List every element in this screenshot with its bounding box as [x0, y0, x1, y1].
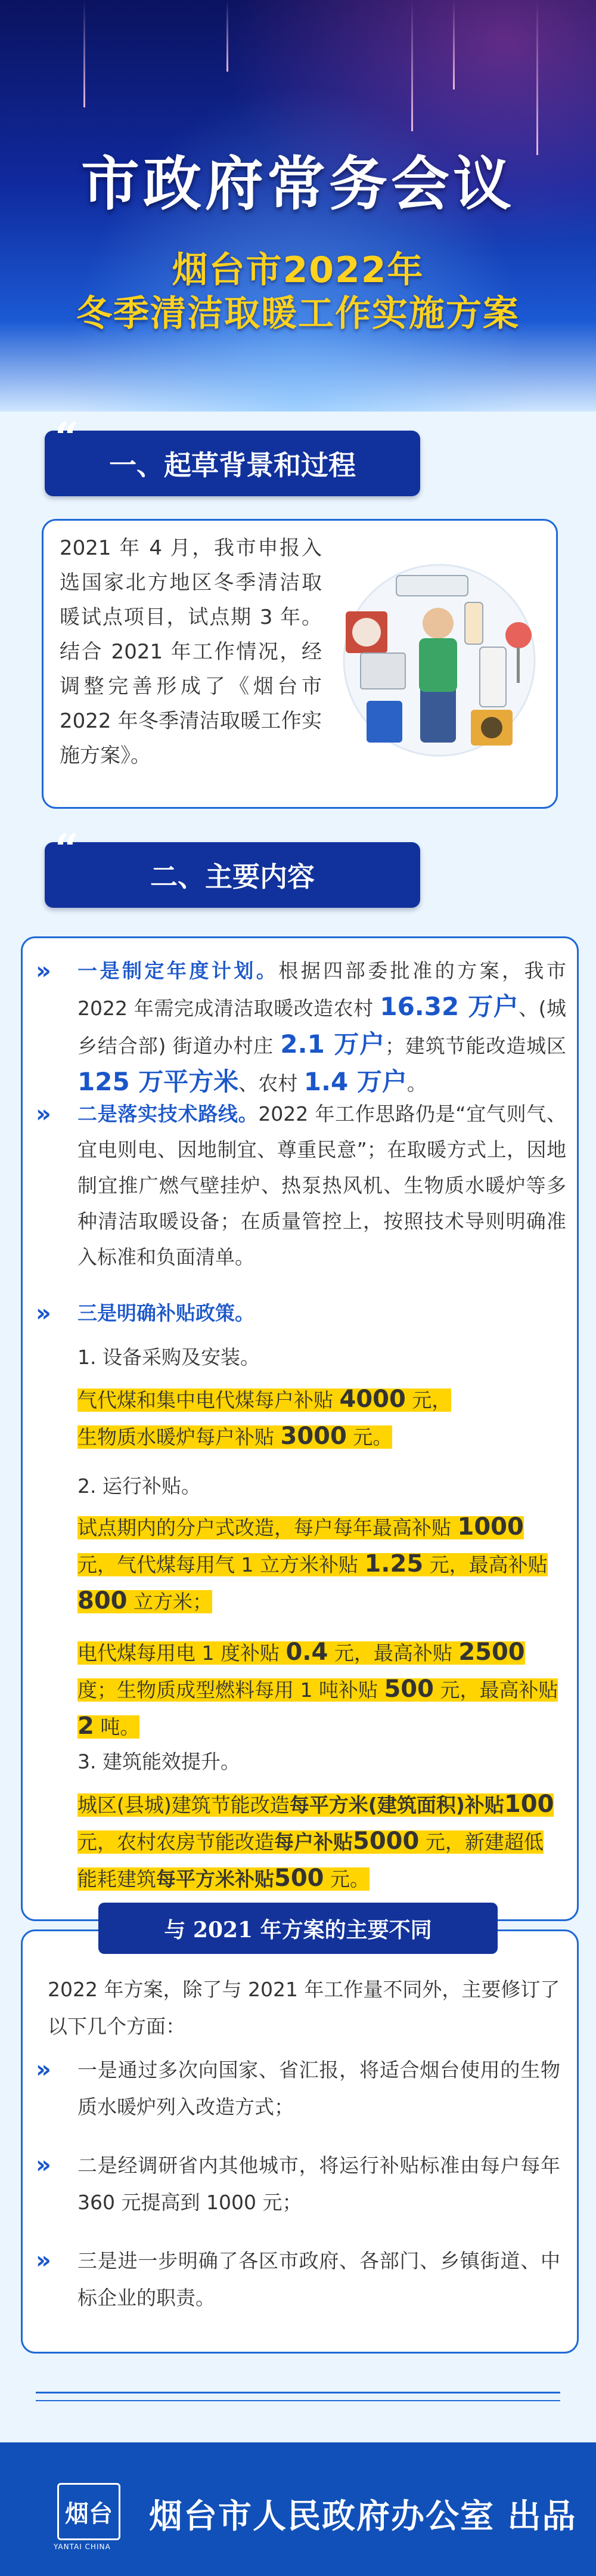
subsidy-highlight: [77, 1786, 560, 1897]
air-conditioner-icon: [396, 576, 468, 596]
stat-value: 100: [504, 1790, 554, 1818]
boiler-icon: [367, 701, 402, 743]
stat-value: 2: [77, 1712, 94, 1740]
hl-text: 元。: [346, 1425, 393, 1449]
light-beam: [411, 0, 413, 131]
hl-text-bold: 每平方米(建筑面积)补贴: [289, 1793, 504, 1817]
difference-point: 三是进一步明确了各区市政府、各部门、乡镇街道、中标企业的职责。: [77, 2249, 560, 2309]
hl-text: 电代煤每用电 1 度补贴: [77, 1641, 286, 1665]
item-text: [77, 953, 566, 1102]
publisher-text: 烟台市人民政府办公室 出品: [149, 2497, 577, 2536]
logo-text: 烟台: [65, 2500, 113, 2528]
difference-intro: 2022 年方案，除了与 2021 年工作量不同外，主要修订了以下几个方面：: [48, 1978, 560, 2038]
item-text-part: 。: [406, 1072, 427, 1095]
hl-text: 元。: [324, 1867, 370, 1891]
stat-value: 3000: [280, 1422, 347, 1450]
item-lead: 二是落实技术路线。: [77, 1102, 259, 1125]
hl-text: 度；生物质成型燃料每用 1 吨补贴: [77, 1678, 384, 1702]
stat-value: 500: [274, 1864, 324, 1892]
hl-text: 元，最高补贴: [423, 1553, 548, 1576]
chevron-right-icon: »: [36, 1300, 51, 1327]
stat-value: 2500: [458, 1638, 525, 1666]
sub-heading: 3. 建筑能效提升。: [77, 1750, 240, 1773]
difference-title-text: 与 2021 年方案的主要不同: [164, 1917, 432, 1943]
chevron-right-icon: »: [36, 2151, 51, 2179]
stat-value: 800: [77, 1587, 128, 1615]
subsidy-highlight: [77, 1509, 560, 1620]
water-heater-icon: [465, 602, 483, 644]
sub-heading: 1. 设备采购及安装。: [77, 1346, 260, 1369]
stat-value: 16.32 万户: [380, 992, 519, 1021]
subsidy-highlight: [77, 1381, 560, 1455]
list-item: [36, 2147, 560, 2221]
item-text-part: 、(城乡结合部) 街道办村庄: [77, 997, 566, 1057]
hl-text: 立方米；: [127, 1590, 212, 1613]
section-title: 一、起草背景和过程: [109, 449, 356, 481]
list-item: [36, 1096, 572, 1275]
difference-point: 一是通过多次向国家、省汇报，将适合烟台使用的生物质水暖炉列入改造方式；: [77, 2058, 560, 2119]
hl-text: 元，气代煤每用气 1 立方米补贴: [77, 1553, 365, 1576]
section-tab-background: [45, 431, 420, 496]
light-beam: [83, 0, 85, 107]
electric-heater-icon: [480, 647, 506, 707]
hl-text: 元，最高补贴: [433, 1678, 558, 1702]
list-item: [36, 953, 572, 1102]
page-subtitle-line2: 冬季清洁取暖工作实施方案: [76, 293, 520, 335]
hl-text-bold: 每户补贴: [274, 1830, 353, 1854]
sub-heading: 2. 运行补贴。: [77, 1474, 201, 1498]
radiator-icon: [361, 653, 405, 689]
hl-text: 城区(县城)建筑节能改造: [77, 1793, 290, 1817]
chevron-right-icon: »: [36, 2056, 51, 2083]
hl-text: 气代煤和集中电代煤每户补贴: [77, 1388, 340, 1412]
stat-value: 5000: [353, 1827, 420, 1855]
stat-value: 2.1 万户: [280, 1029, 386, 1059]
stat-value: 0.4: [285, 1638, 328, 1666]
list-item: [36, 2052, 560, 2126]
stat-value: 1.25: [364, 1550, 424, 1578]
fan-icon: [505, 622, 532, 648]
light-beam: [536, 0, 538, 155]
intro-text: 2021 年 4 月，我市申报入选国家北方地区冬季清洁取暖试点项目，试点期 3 年。结合 2021 年工作情况，经调整完善形成了《烟台市 2022 年冬季清洁取暖工作实施方案》。: [60, 536, 322, 768]
light-beam: [226, 0, 228, 72]
hl-text-bold: 每平方米补贴: [156, 1867, 274, 1891]
chevron-right-icon: »: [36, 1100, 51, 1128]
stat-value: 4000: [339, 1386, 406, 1413]
header-banner: [0, 0, 596, 412]
difference-title: [98, 1903, 498, 1954]
page-title: 市政府常务会议: [80, 150, 515, 218]
footer: [0, 2442, 596, 2576]
item-text-part: ；建筑节能改造城区: [385, 1034, 567, 1057]
chevron-right-icon: »: [36, 2247, 51, 2274]
hl-text: 元，: [405, 1388, 452, 1412]
quote-icon: “: [55, 413, 79, 462]
divider: [36, 2392, 560, 2393]
item-text-part: 根据四部委批准的方案，我市 2022 年需完成清洁取暖改造农村: [77, 959, 567, 1020]
stat-value: 1.4 万户: [303, 1067, 407, 1096]
stat-value: 500: [384, 1675, 434, 1703]
hl-text: 元，新建超低能耗建筑: [77, 1830, 544, 1891]
heating-devices-illustration: [337, 558, 542, 763]
item-lead: 一是制定年度计划。: [77, 959, 279, 982]
section-tab-background: [45, 842, 420, 908]
hl-text: 吨。: [94, 1715, 140, 1739]
difference-point: 二是经调研省内其他城市，将运行补贴标准由每户每年 360 元提高到 1000 元；: [77, 2154, 560, 2214]
stat-value: 1000: [457, 1513, 524, 1541]
hl-text: 元，农村农房节能改造: [77, 1830, 274, 1854]
item-text-part: 2022 年工作思路仍是“宜气则气、宜电则电、因地制宜、尊重民意”；在取暖方式上，因地制宜推广燃气壁挂炉、热泵热风机、生物质水暖炉等多种清洁取暖设备；在质量管控上，按照技术导则明确准入标准和负面清单。: [77, 1102, 566, 1269]
list-item: [36, 2243, 560, 2317]
section-title: 二、主要内容: [150, 861, 315, 893]
logo-subtext: YANTAI CHINA: [54, 2543, 111, 2551]
subsidy-highlight: [77, 1634, 560, 1745]
hl-text: 生物质水暖炉每户补贴: [77, 1425, 281, 1449]
light-beam: [453, 0, 455, 89]
hl-text: 元，最高补贴: [328, 1641, 459, 1665]
page-subtitle-line1: 烟台市2022年: [172, 249, 424, 291]
item-text: [77, 1096, 566, 1275]
item-text-part: 、农村: [238, 1072, 304, 1095]
list-item: [36, 1295, 572, 1331]
chevron-right-icon: »: [36, 957, 51, 985]
stat-value: 125 万平方米: [77, 1067, 239, 1096]
item-lead: 三是明确补贴政策。: [77, 1301, 254, 1325]
quote-icon: “: [55, 824, 79, 874]
hl-text: 试点期内的分户式改造，每户每年最高补贴: [77, 1516, 458, 1539]
divider: [36, 2400, 560, 2401]
yantai-logo: [57, 2483, 120, 2540]
